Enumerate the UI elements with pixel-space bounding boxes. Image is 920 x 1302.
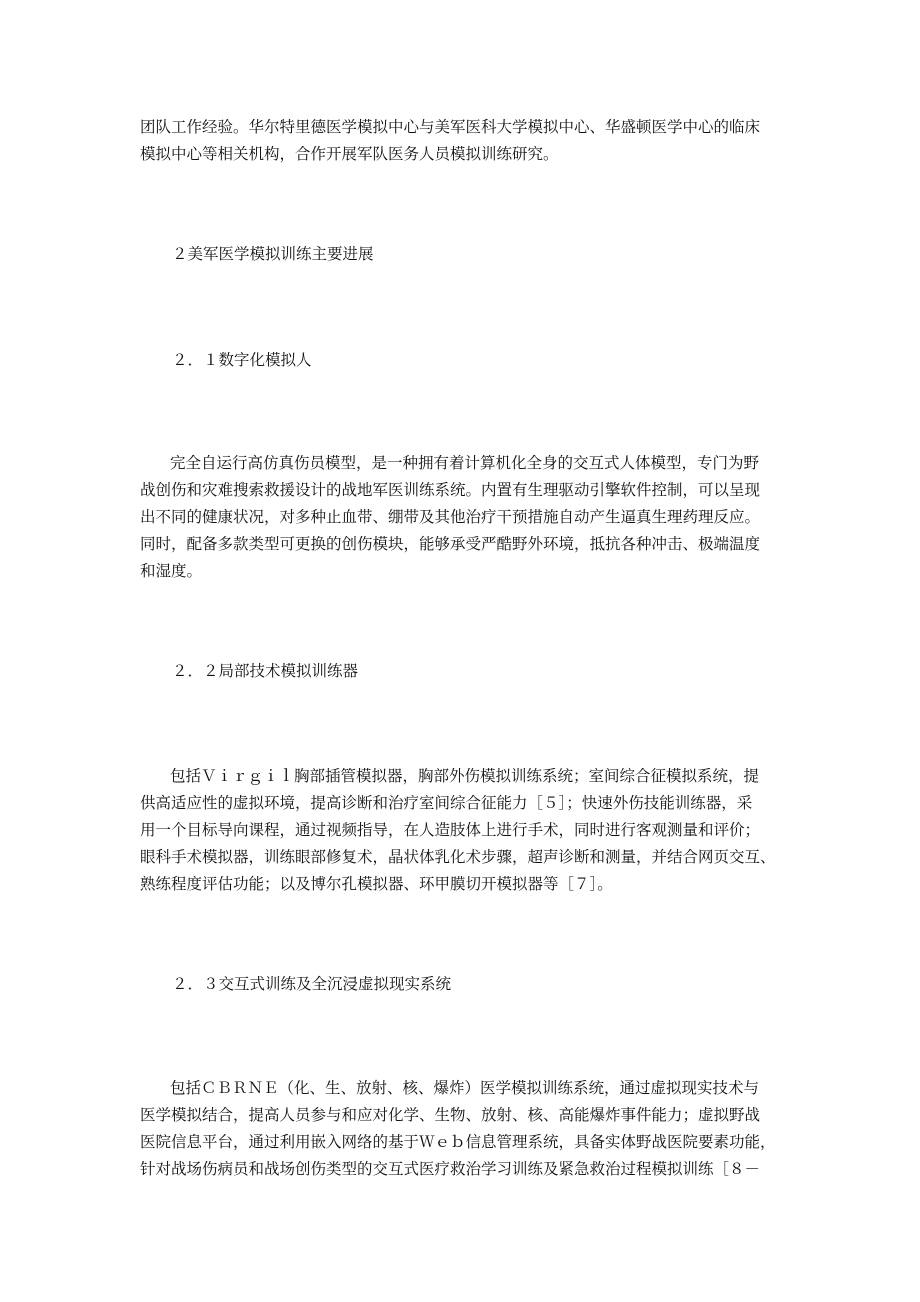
section-2-1-line-4: 同时，配备多款类型可更换的创伤模块，能够承受严酷野外环境，抵抗各种冲击、极端温度	[140, 535, 761, 553]
section-2-2-line-3: 用一个目标导向课程，通过视频指导，在人造肢体上进行手术，同时进行客观测量和评价；	[140, 821, 761, 839]
section-2-1-line-3: 出不同的健康状况，对多种止血带、绷带及其他治疗干预措施自动产生逼真生理药理反应。	[140, 508, 761, 526]
section-heading-2-3: ２．３交互式训练及全沉浸虚拟现实系统	[172, 975, 452, 993]
section-2-2-line-2: 供高适应性的虚拟环境，提高诊断和治疗室间综合征能力［５］；快速外伤技能训练器，采	[140, 794, 753, 812]
section-heading-2: ２美军医学模拟训练主要进展	[172, 245, 374, 263]
section-2-3-line-2: 医学模拟结合，提高人员参与和应对化学、生物、放射、核、高能爆炸事件能力；虚拟野战	[140, 1106, 761, 1124]
section-heading-2-1: ２．１数字化模拟人	[172, 351, 312, 369]
section-2-3-line-4: 针对战场伤病员和战场创伤类型的交互式医疗救治学习训练及紧急救治过程模拟训练［８－	[140, 1160, 761, 1178]
intro-line-1: 团队工作经验。华尔特里德医学模拟中心与美军医科大学模拟中心、华盛顿医学中心的临床	[140, 118, 761, 136]
section-2-1-line-1: 完全自运行高仿真伤员模型，是一种拥有着计算机化全身的交互式人体模型，专门为野	[170, 454, 760, 472]
section-2-2-line-4: 眼科手术模拟器，训练眼部修复术，晶状体乳化术步骤，超声诊断和测量，并结合网页交互、	[140, 848, 776, 866]
section-2-2-line-5: 熟练程度评估功能；以及博尔孔模拟器、环甲膜切开模拟器等［７］。	[140, 875, 613, 893]
section-2-2-line-1: 包括Ｖｉｒｇｉｌ胸部插管模拟器，胸部外伤模拟训练系统；室间综合征模拟系统，提	[170, 767, 760, 785]
section-2-1-line-2: 战创伤和灾难搜索救援设计的战地军医训练系统。内置有生理驱动引擎软件控制，可以呈现	[140, 481, 761, 499]
section-2-3-line-3: 医院信息平台，通过利用嵌入网络的基于Ｗｅｂ信息管理系统，具备实体野战医院要素功能，	[140, 1133, 776, 1151]
section-2-3-line-1: 包括ＣＢＲＮＥ（化、生、放射、核、爆炸）医学模拟训练系统，通过虚拟现实技术与	[170, 1079, 760, 1097]
intro-line-2: 模拟中心等相关机构，合作开展军队医务人员模拟训练研究。	[140, 145, 559, 163]
section-2-1-line-5: 和湿度。	[140, 562, 203, 580]
section-heading-2-2: ２．２局部技术模拟训练器	[172, 662, 359, 680]
